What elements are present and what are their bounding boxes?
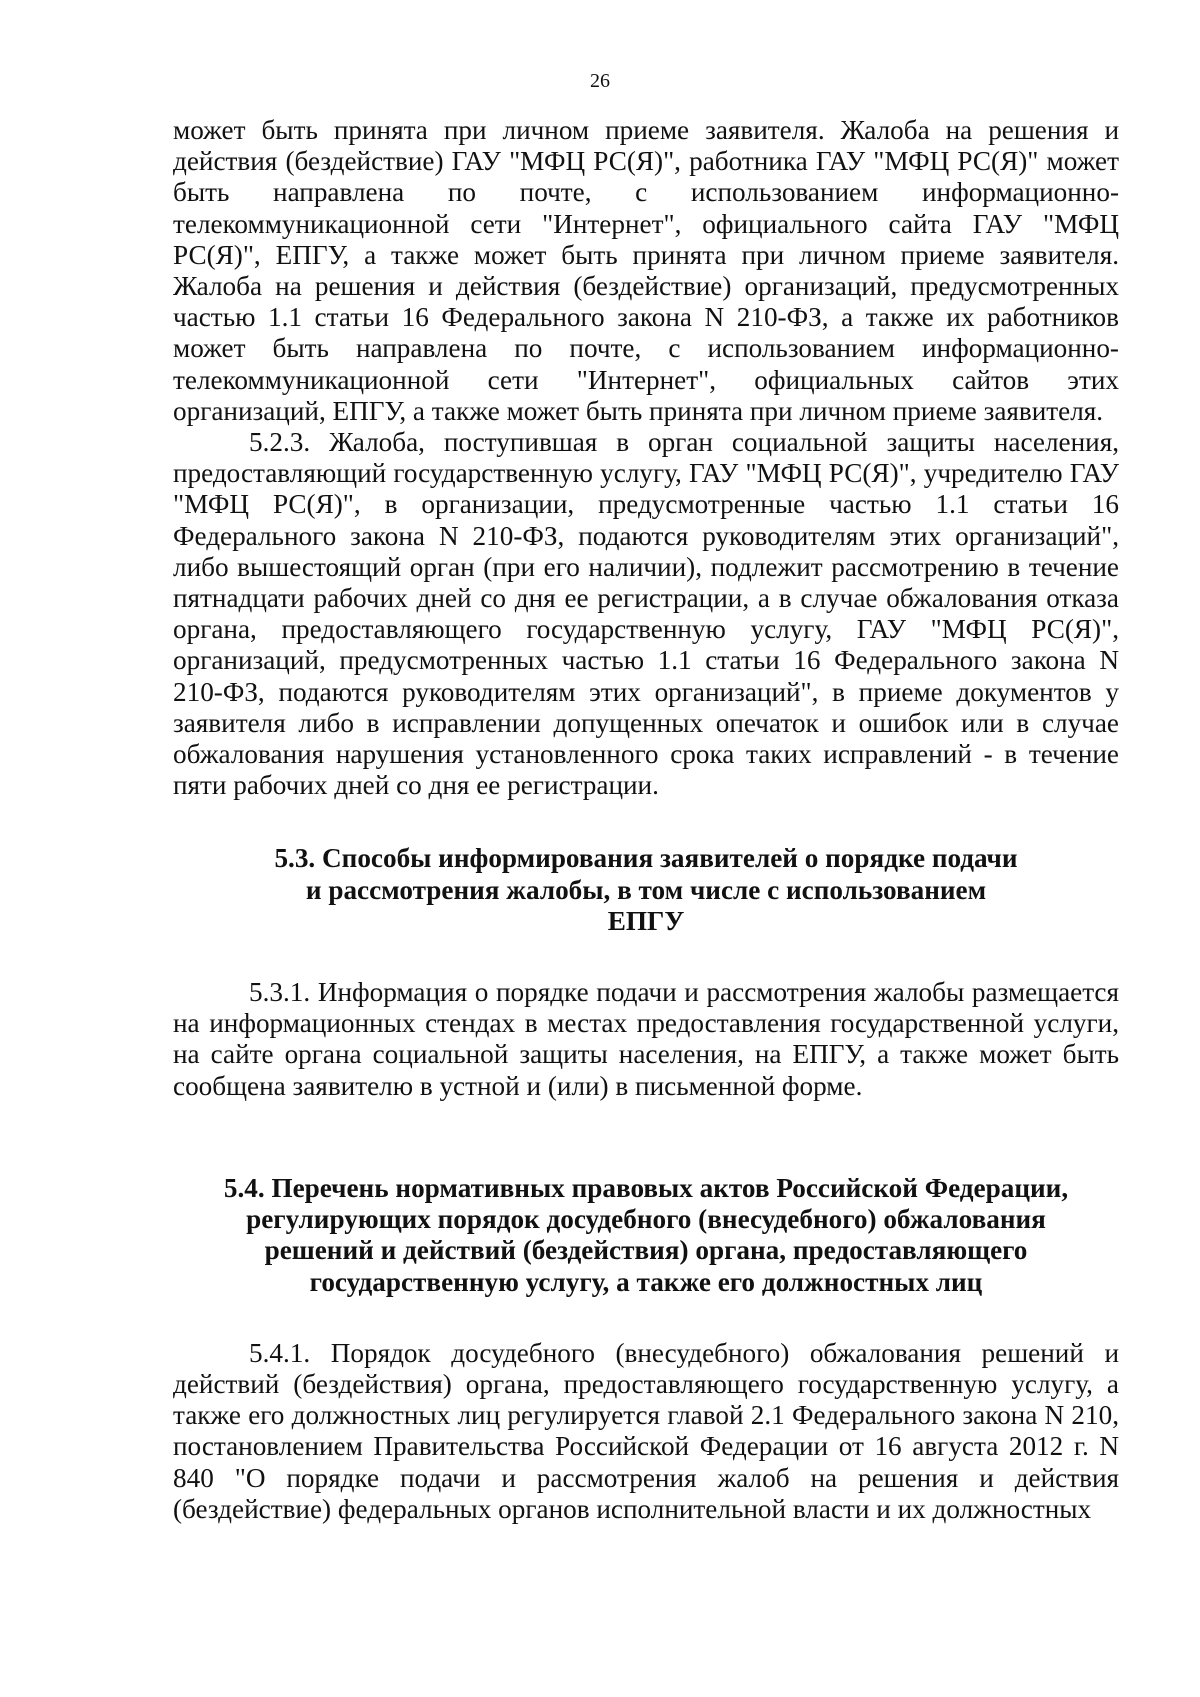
- section-heading-5-4: [173, 1173, 1119, 1298]
- paragraph-5-3-1: 5.3.1. Информация о порядке подачи и рассмотрения жалобы размещается на информационных стендах в местах предоставления государственной услуги, на сайте органа социальной защиты населения, на ЕПГУ, а также может быть сообщена заявителю в устной и (или) в письменной форме.: [173, 977, 1119, 1101]
- heading-line: ЕПГУ: [607, 905, 685, 936]
- heading-line: 5.4. Перечень нормативных правовых актов Российской Федерации,: [223, 1172, 1069, 1203]
- paragraph-continuation: может быть принята при личном приеме заявителя. Жалоба на решения и действия (бездействие) ГАУ "МФЦ РС(Я)", работника ГАУ "МФЦ РС(Я)" может быть направлена по почте, с использованием информационно-телекоммуникационной сети "Интернет", официального сайта ГАУ "МФЦ РС(Я)", ЕПГУ, а также может быть принята при личном приеме заявителя. Жалоба на решения и действия (бездействие) организаций, предусмотренных частью 1.1 статьи 16 Федерального закона N 210-ФЗ, а также их работников может быть направлена по почте, с использованием информационно-телекоммуникационной сети "Интернет", официальных сайтов этих организаций, ЕПГУ, а также может быть принята при личном приеме заявителя.: [173, 115, 1119, 426]
- document-body: [173, 115, 1119, 1525]
- section-heading-5-3: [173, 843, 1119, 937]
- paragraph-5-2-3: 5.2.3. Жалоба, поступившая в орган социальной защиты населения, предоставляющий государственную услугу, ГАУ "МФЦ РС(Я)", учредителю ГАУ "МФЦ РС(Я)", в организации, предусмотренные частью 1.1 статьи 16 Федерального закона N 210-ФЗ, подаются руководителям этих организаций", либо вышестоящий орган (при его наличии), подлежит рассмотрению в течение пятнадцати рабочих дней со дня ее регистрации, а в случае обжалования отказа органа, предоставляющего государственную услугу, ГАУ "МФЦ РС(Я)", организаций, предусмотренных частью 1.1 статьи 16 Федерального закона N 210-ФЗ, подаются руководителям этих организаций", в приеме документов у заявителя либо в исправлении допущенных опечаток и ошибок или в случае обжалования нарушения установленного срока таких исправлений - в течение пяти рабочих дней со дня ее регистрации.: [173, 427, 1119, 801]
- page-number: 26: [590, 70, 610, 92]
- heading-line: 5.3. Способы информирования заявителей о порядке подачи: [274, 843, 1018, 874]
- heading-line: регулирующих порядок досудебного (внесудебного) обжалования: [246, 1204, 1046, 1235]
- heading-line: и рассмотрения жалобы, в том числе с использованием: [305, 874, 987, 905]
- heading-line: государственную услугу, а также его должностных лиц: [309, 1266, 983, 1297]
- paragraph-5-4-1: 5.4.1. Порядок досудебного (внесудебного) обжалования решений и действий (бездействия) органа, предоставляющего государственную услугу, а также его должностных лиц регулируется главой 2.1 Федерального закона N 210, постановлением Правительства Российской Федерации от 16 августа 2012 г. N 840 "О порядке подачи и рассмотрения жалоб на решения и действия (бездействие) федеральных органов исполнительной власти и их должностных: [173, 1337, 1119, 1524]
- heading-line: решений и действий (бездействия) органа, предоставляющего: [264, 1235, 1028, 1266]
